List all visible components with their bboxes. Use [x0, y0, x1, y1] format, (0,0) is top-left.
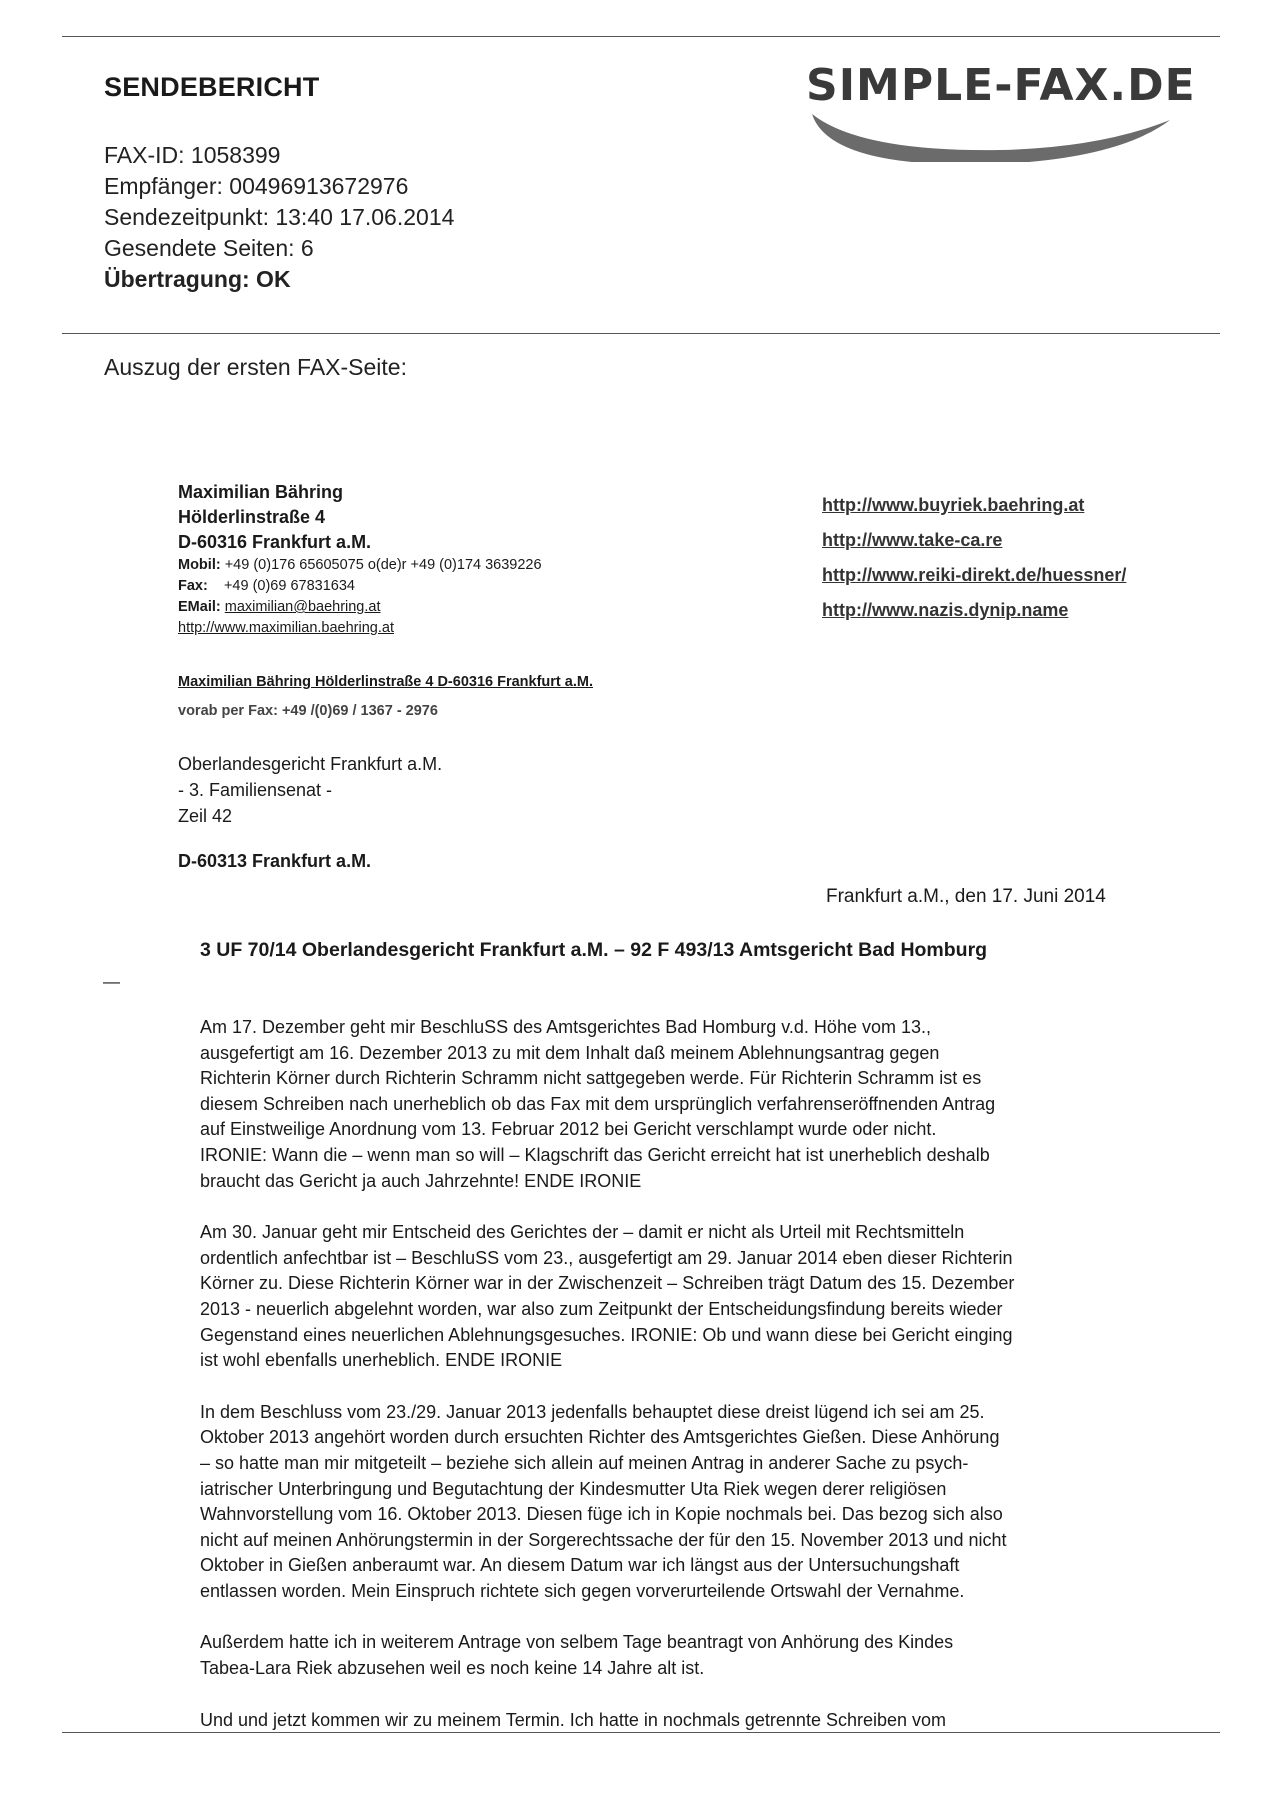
recipient-address [178, 751, 442, 829]
logo-swoosh-icon [790, 52, 1230, 162]
link-nazis-dynip[interactable]: http://www.nazis.dynip.name [822, 600, 1069, 620]
bottom-divider [62, 1732, 1220, 1733]
logo-text: SIMPLE-FAX.DE [806, 60, 1196, 111]
sender-email: EMail: maximilian@baehring.at [178, 599, 381, 615]
top-divider [62, 36, 1220, 37]
simple-fax-logo [790, 52, 1230, 162]
paragraph-1: Am 17. Dezember geht mir BeschluSS des Amtsgerichtes Bad Homburg v.d. Höhe vom 13., ausgefertigt am 16. Dezember 2013 zu mit dem Inhalt daß meinem Ablehnungsantrag gegen Richterin Körner durch Richterin Schramm nicht sattgegeben werde. Für Richterin Schramm ist es diesem Schreiben nach unerheblich ob das Fax mit dem ursprünglich verfahrenseröffnenden Antrag auf Einstweilige Anordnung vom 13. Februar 2012 bei Gericht verschlampt wurde oder nicht. IRONIE: Wann die – wenn man so will – Klagschrift das Gericht erreicht hat ist unerheblich deshalb braucht das Gericht ja auch Jahrzehnte! ENDE IRONIE [200, 1017, 996, 1191]
report-meta [104, 140, 454, 295]
sender-name: Maximilian Bähring [178, 482, 344, 502]
letter-body [200, 1015, 1160, 1759]
recipient-line2: - 3. Familiensenat - [178, 780, 333, 800]
recipient-city: D-60313 Frankfurt a.M. [178, 851, 372, 871]
sender-city: D-60316 Frankfurt a.M. [178, 532, 372, 552]
link-buyriek[interactable]: http://www.buyriek.baehring.at [822, 495, 1085, 515]
sender-mobil: Mobil: +49 (0)176 65605075 o(de)r +49 (0)174 3639226 [178, 557, 542, 573]
paragraph-4: Außerdem hatte ich in weiterem Antrage von selbem Tage beantragt von Anhörung des Kindes Tabea-Lara Riek abzusehen weil es noch keine 14 Jahre alt ist. [200, 1632, 954, 1679]
return-address: Maximilian Bähring Hölderlinstraße 4 D-60316 Frankfurt a.M. [178, 674, 593, 690]
link-reiki-direkt[interactable]: http://www.reiki-direkt.de/huessner/ [822, 565, 1127, 585]
link-take-care[interactable]: http://www.take-ca.re [822, 530, 1003, 550]
sender-fax: Fax: +49 (0)69 67831634 [178, 578, 355, 594]
fax-id: FAX-ID: 1058399 [104, 142, 281, 168]
recipient-line1: Oberlandesgericht Frankfurt a.M. [178, 754, 443, 774]
date-line: Frankfurt a.M., den 17. Juni 2014 [826, 886, 1106, 907]
subject-line: 3 UF 70/14 Oberlandesgericht Frankfurt a.M. – 92 F 493/13 Amtsgericht Bad Homburg [200, 939, 988, 961]
transmission-status: Übertragung: OK [104, 266, 291, 292]
recipient-number: Empfänger: 00496913672976 [104, 173, 409, 199]
sender-block [178, 480, 542, 639]
middle-divider [62, 333, 1220, 334]
recipient-line3: Zeil 42 [178, 806, 233, 826]
fax-notice: vorab per Fax: +49 /(0)69 / 1367 - 2976 [178, 703, 438, 719]
paragraph-3: In dem Beschluss vom 23./29. Januar 2013 jedenfalls behauptet diese dreist lügend ich sei am 25. Oktober 2013 angehört worden durch ersuchten Richter des Amtsgerichtes Gießen. Diese Anhörung – so hatte man mir mitgeteilt – beziehe sich allein auf meinen Antrag in anderer Sache zu psych- iatrischer Unterbringung und Begutachtung der Kindesmutter Uta Riek wegen derer religiösen Wahnvorstellung vom 16. Oktober 2013. Diesen füge ich in Kopie nochmals bei. Das bezog sich also nicht auf meinen Anhörungstermin in der Sorgerechtssache der für den 15. November 2013 und nicht Oktober in Gießen anberaumt war. An diesem Datum war ich längst aus der Untersuchungshaft entlassen worden. Mein Einspruch richtete sich gegen vorverurteilende Ortswahl der Vernahme. [200, 1401, 1007, 1601]
email-link[interactable]: maximilian@baehring.at [224, 599, 381, 615]
report-title: SENDEBERICHT [104, 72, 320, 102]
excerpt-label: Auszug der ersten FAX-Seite: [104, 354, 407, 380]
link-list [822, 488, 1126, 628]
fold-mark: — [103, 972, 120, 991]
sent-pages: Gesendete Seiten: 6 [104, 235, 314, 261]
sender-website-link[interactable]: http://www.maximilian.baehring.at [178, 620, 394, 636]
paragraph-2: Am 30. Januar geht mir Entscheid des Gerichtes der – damit er nicht als Urteil mit Rechtsmitteln ordentlich anfechtbar ist – BeschluSS vom 23., ausgefertigt am 29. Januar 2014 eben dieser Richterin Körner zu. Diese Richterin Körner war in der Zwischenzeit – Schreiben trägt Datum des 15. Dezember 2013 - neuerlich abgelehnt worden, war also zum Zeitpunkt der Entscheidungsfindung bereits wieder Gegenstand eines neuerlichen Ablehnungsgesuches. IRONIE: Ob und wann diese bei Gericht einging ist wohl ebenfalls unerheblich. ENDE IRONIE [200, 1222, 1015, 1371]
sender-street: Hölderlinstraße 4 [178, 507, 326, 527]
paragraph-5: Und und jetzt kommen wir zu meinem Termin. Ich hatte in nochmals getrennte Schreiben vom [200, 1709, 947, 1730]
send-time: Sendezeitpunkt: 13:40 17.06.2014 [104, 204, 455, 230]
